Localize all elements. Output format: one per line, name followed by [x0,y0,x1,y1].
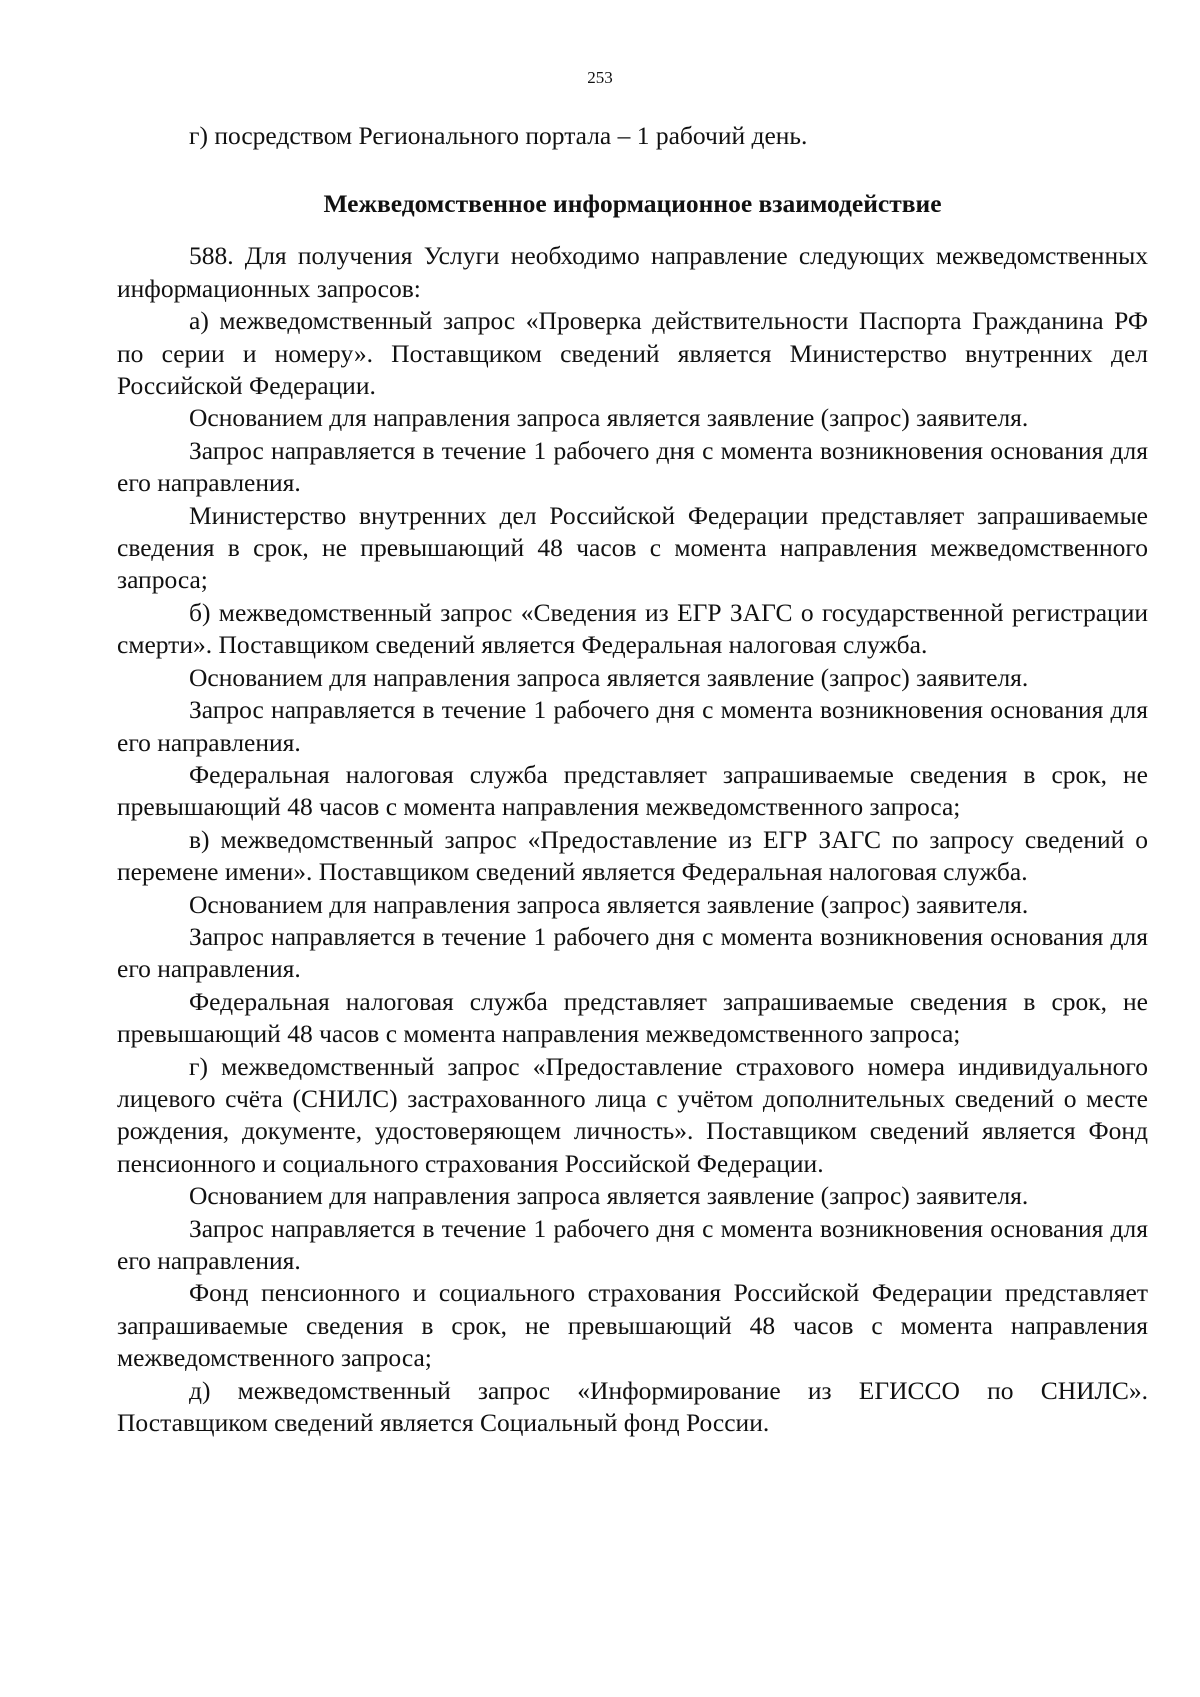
section-heading: Межведомственное информационное взаимодействие [323,189,942,219]
paragraph: Основанием для направления запроса является заявление (запрос) заявителя. [189,662,1029,692]
paragraph: Федеральная налоговая служба представляет запрашиваемые сведения в срок, не превышающий 48 часов с момента направления межведомственного запроса; [117,986,1148,1049]
document-body [117,120,1148,1439]
paragraph: г) межведомственный запрос «Предоставление страхового номера индивидуального лицевого счёта (СНИЛС) застрахованного лица с учётом дополнительных сведений о месте рождения, документе, удостоверяющем личность». Поставщиком сведений является Фонд пенсионного и социального страхования Российской Федерации. [117,1051,1148,1178]
paragraph: б) межведомственный запрос «Сведения из ЕГР ЗАГС о государственной регистрации смерти». Поставщиком сведений является Федеральная налоговая служба. [117,597,1148,660]
page-number: 253 [587,68,613,87]
paragraph: Основанием для направления запроса является заявление (запрос) заявителя. [189,403,1029,433]
paragraph: 588. Для получения Услуги необходимо направление следующих межведомственных информационных запросов: [117,241,1148,303]
paragraph-list [117,240,1148,1439]
paragraph: Основанием для направления запроса является заявление (запрос) заявителя. [189,1181,1029,1211]
paragraph: Запрос направляется в течение 1 рабочего дня с момента возникновения основания для его направления. [117,1213,1148,1275]
paragraph: д) межведомственный запрос «Информирование из ЕГИССО по СНИЛС». Поставщиком сведений является Социальный фонд России. [117,1375,1148,1438]
paragraph: Федеральная налоговая служба представляет запрашиваемые сведения в срок, не превышающий 48 часов с момента направления межведомственного запроса; [117,759,1148,822]
paragraph: Фонд пенсионного и социального страхования Российской Федерации представляет запрашиваемые сведения в срок, не превышающий 48 часов с момента направления межведомственного запроса; [117,1278,1148,1373]
paragraph: а) межведомственный запрос «Проверка действительности Паспорта Гражданина РФ по серии и номеру». Поставщиком сведений является Министерство внутренних дел Российской Федерации. [117,306,1148,401]
paragraph: Запрос направляется в течение 1 рабочего дня с момента возникновения основания для его направления. [117,921,1148,984]
intro-line: г) посредством Регионального портала – 1 рабочий день. [189,121,808,150]
paragraph: Министерство внутренних дел Российской Федерации представляет запрашиваемые сведения в срок, не превышающий 48 часов с момента направления межведомственного запроса; [117,500,1148,595]
paragraph: Запрос направляется в течение 1 рабочего дня с момента возникновения основания для его направления. [117,695,1148,757]
paragraph: Запрос направляется в течение 1 рабочего дня с момента возникновения основания для его направления. [117,435,1148,498]
paragraph: в) межведомственный запрос «Предоставление из ЕГР ЗАГС по запросу сведений о перемене имени». Поставщиком сведений является Федеральная налоговая служба. [117,824,1148,887]
paragraph: Основанием для направления запроса является заявление (запрос) заявителя. [189,889,1029,919]
